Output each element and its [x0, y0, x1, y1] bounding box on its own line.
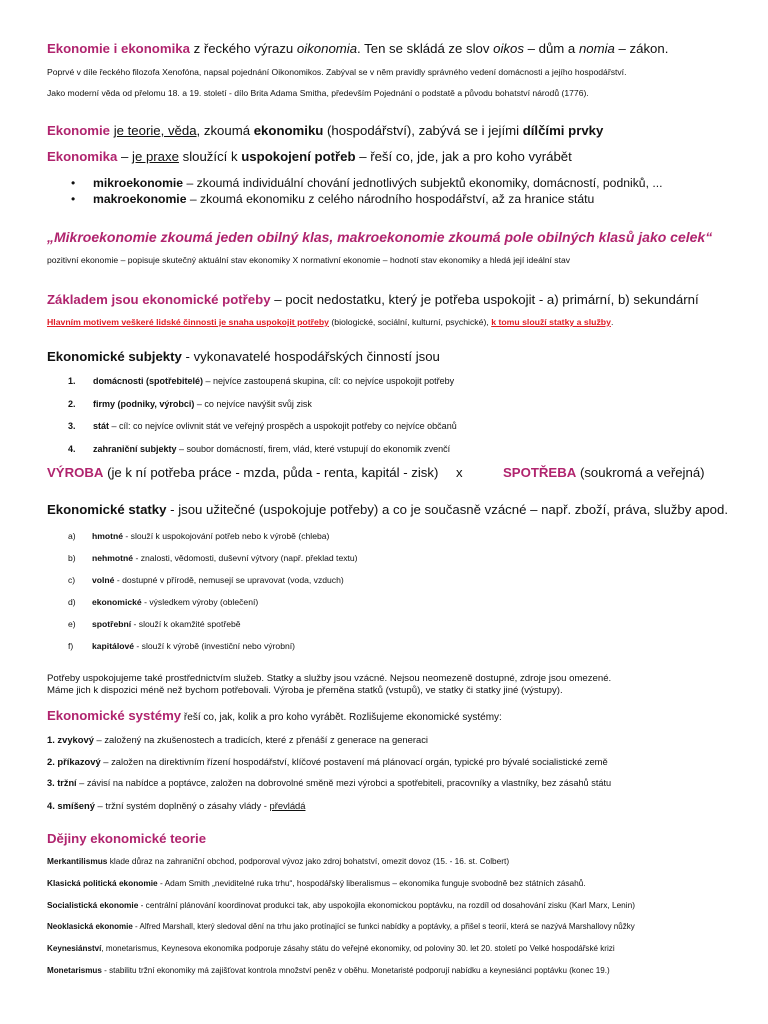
system-item: 2. příkazový – založen na direktivním řízení hospodářství, klíčové postavení má plánovací orgán, typické pro bývalé socialistické země — [47, 756, 608, 767]
goods-item: b) nehmotné - znalosti, vědomosti, duševní výtvory (např. překlad textu) — [68, 553, 358, 563]
goods-item: a) hmotné - slouží k uspokojování potřeb nebo k výrobě (chleba) — [68, 531, 330, 541]
history-item: Keynesiánství, monetarismus, Keynesova ekonomika podporuje zásahy státu do veřejné ekonomiky, od poloviny 30. let 20. století po Velké hospodářské krizi — [47, 944, 615, 953]
history-item: Monetarismus - stabilitu tržní ekonomiky má zajišťovat kontrola množství peněz v oběhu. Monetaristé podporují nabídku a keynesiánci poptávku (konec 19.) — [47, 966, 610, 975]
definition-ekonomie: Ekonomie je teorie, věda, zkoumá ekonomiku (hospodářství), zabývá se i jejími dílčími prvky — [47, 123, 604, 138]
production-line: VÝROBA (je k ní potřeba práce - mzda, půda - renta, kapitál - zisk) — [47, 465, 439, 480]
system-item: 1. zvykový – založený na zkušenostech a tradicích, které z přenáší z generace na generaci — [47, 734, 428, 745]
goods-item: c) volné - dostupné v přírodě, nemusejí se upravovat (voda, vzduch) — [68, 575, 344, 585]
definition-ekonomika: Ekonomika – je praxe sloužící k uspokojení potřeb – řeší co, jde, jak a pro koho vyrábět — [47, 149, 572, 164]
system-item: 3. tržní – závisí na nabídce a poptávce, založen na dobrovolné směně mezi výrobci a spotřebiteli, pracovníky a vlastníky, bez zásahů státu — [47, 778, 612, 788]
goods-item: e) spotřební - slouží k okamžité spotřebě — [68, 619, 241, 629]
intro-line-3: Jako moderní věda od přelomu 18. a 19. století - dílo Brita Adama Smitha, především Pojednání o podstatě a původu bohatství národů (1776). — [47, 88, 589, 98]
goods-item: f) kapitálové - slouží k výrobě (investiční nebo výrobní) — [68, 641, 296, 651]
goods-item: d) ekonomické - výsledkem výroby (oblečení) — [68, 597, 259, 607]
history-item: Merkantilismus klade důraz na zahraniční obchod, podporoval vývoz jako zdroj bohatství, omezit dovoz (15. - 16. st. Colbert) — [47, 856, 510, 866]
subject-item: 3. stát – cíl: co nejvíce ovlivnit stát ve veřejný prospěch a uspokojit potřeby co nejvíce občanů — [68, 421, 457, 431]
system-item: 4. smíšený – tržní systém doplněný o zásahy vlády - převládá — [47, 800, 306, 811]
quote-text: „Mikroekonomie zkoumá jeden obilný klas, makroekonomie zkoumá pole obilných klasů jako celek“ — [47, 229, 713, 245]
goods-paragraph: Potřeby uspokojujeme také prostřednictvím služeb. Statky a služby jsou vzácné. Nejsou neomezeně dostupné, zdroje jsou omezené. Máme jich k dispozici méně než bychom potřebovali. Výroba je přeměna statků (vstupů), ve statky či statky jiné (výstupy). — [47, 673, 612, 696]
intro-term: Ekonomie i ekonomika — [47, 41, 190, 56]
history-heading: Dějiny ekonomické teorie — [47, 831, 207, 846]
consumption-label: SPOTŘEBA (soukromá a veřejná) — [503, 465, 705, 480]
subject-item: 2. firmy (podniky, výrobci) – co nejvíce navýšit svůj zisk — [68, 399, 312, 409]
versus-x: x — [456, 465, 463, 480]
history-item: Socialistická ekonomie - centrální plánování koordinovat produkci tak, aby uspokojila ekonomickou poptávku, na rozdíl od dosahování zisku (Karl Marx, Lenin) — [47, 900, 636, 910]
bullet-list — [47, 175, 738, 207]
needs-heading: Základem jsou ekonomické potřeby – pocit nedostatku, který je potřeba uspokojit - a) primární, b) sekundární — [47, 292, 699, 307]
list-item: • makroekonomie – zkoumá ekonomiku z celého národního hospodářství, až za hranice státu — [47, 191, 738, 207]
quote-note: pozitivní ekonomie – popisuje skutečný aktuální stav ekonomiky X normativní ekonomie – hodnotí stav ekonomiky a hledá její ideální stav — [47, 255, 571, 265]
history-item: Neoklasická ekonomie - Alfred Marshall, který sledoval dění na trhu jako protínající se funkci nabídky a poptávky, a přišel s teorií, která se nazývá Marshallovy nůžky — [47, 922, 635, 931]
intro-heading: Ekonomie i ekonomika z řeckého výrazu oikonomia. Ten se skládá ze slov oikos – dům a nomia – zákon. — [47, 41, 669, 56]
history-item: Klasická politická ekonomie - Adam Smith „neviditelné ruka trhu“, hospodářský liberalismus – ekonomika funguje svobodně bez státních zásahů. — [47, 878, 586, 888]
list-item: • mikroekonomie – zkoumá individuální chování jednotlivých subjektů ekonomiky, domácností, podniků, ... — [47, 175, 738, 191]
needs-line: Hlavním motivem veškeré lidské činnosti je snaha uspokojit potřeby (biologické, sociální, kulturní, psychické), k tomu slouží statky a služby. — [47, 317, 614, 327]
subjects-heading: Ekonomické subjekty - vykonavatelé hospodářských činností jsou — [47, 349, 440, 364]
systems-heading: Ekonomické systémy řeší co, jak, kolik a pro koho vyrábět. Rozlišujeme ekonomické systémy: — [47, 708, 502, 723]
goods-heading: Ekonomické statky - jsou užitečné (uspokojuje potřeby) a co je současně vzácné – např. zboží, práva, služby apod. — [47, 502, 729, 517]
subject-item: 1. domácnosti (spotřebitelé) – nejvíce zastoupená skupina, cíl: co nejvíce uspokojit potřeby — [68, 376, 455, 386]
intro-line-2: Poprvé v díle řeckého filozofa Xenofóna, napsal pojednání Oikonomikos. Zabýval se v něm pravidly správného vedení domácnosti a jejího hospodářství. — [47, 67, 627, 77]
subject-item: 4. zahraniční subjekty – soubor domácností, firem, vlád, které vstupují do ekonomik zvenčí — [68, 444, 451, 454]
